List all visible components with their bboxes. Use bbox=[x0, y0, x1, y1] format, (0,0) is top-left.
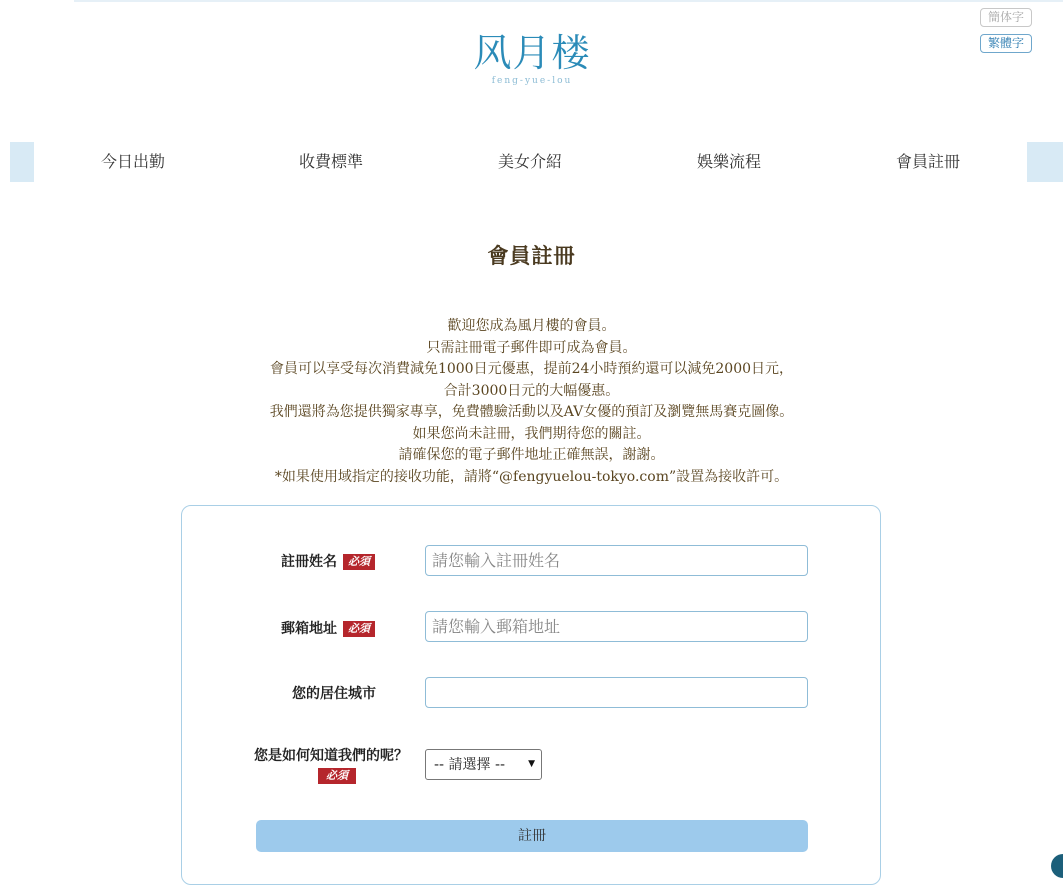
name-input[interactable] bbox=[425, 545, 808, 576]
email-input[interactable] bbox=[425, 611, 808, 642]
name-label bbox=[281, 551, 375, 571]
email-label-text: 郵箱地址 bbox=[281, 621, 337, 637]
main-nav bbox=[0, 142, 1063, 182]
page-title: 會員註冊 bbox=[487, 243, 576, 268]
nav-edge-left bbox=[0, 142, 34, 182]
caret-down-icon: ▼ bbox=[528, 759, 535, 769]
intro-line: 會員可以享受每次消費減免1000日元優惠，提前24小時預約還可以減免2000日元， bbox=[269, 361, 794, 377]
source-select[interactable] bbox=[425, 749, 542, 780]
city-input[interactable] bbox=[425, 677, 808, 708]
register-submit-button[interactable]: 註冊 bbox=[256, 820, 808, 852]
email-label bbox=[281, 618, 375, 638]
intro-line: 只需註冊電子郵件即可成為會員。 bbox=[426, 339, 637, 356]
required-badge: 必須 bbox=[318, 768, 356, 784]
nav-item-today-attendance[interactable]: 今日出勤 bbox=[100, 152, 165, 171]
required-badge: 必須 bbox=[343, 621, 375, 637]
nav-edge-right bbox=[1027, 142, 1063, 182]
intro-text bbox=[0, 316, 1063, 488]
city-label: 您的居住城市 bbox=[292, 686, 376, 702]
traditional-chinese-button[interactable]: 繁體字 bbox=[980, 34, 1032, 53]
name-label-text: 註冊姓名 bbox=[281, 554, 337, 570]
nav-item-girls[interactable]: 美女介紹 bbox=[497, 152, 562, 171]
intro-line: 如果您尚未註冊，我們期待您的關註。 bbox=[412, 425, 651, 442]
logo-text: 风月楼 bbox=[473, 31, 591, 75]
intro-line: 歡迎您成為風月樓的會員。 bbox=[447, 318, 616, 334]
nav-item-pricing[interactable]: 收費標準 bbox=[298, 152, 363, 171]
logo-subtext: feng-yue-lou bbox=[491, 76, 573, 86]
site-logo[interactable] bbox=[470, 30, 594, 86]
nav-item-register[interactable]: 會員註冊 bbox=[895, 152, 960, 171]
intro-line: 合計3000日元的大幅優惠。 bbox=[443, 382, 620, 399]
source-label: 您是如何知道我們的呢？ bbox=[254, 748, 408, 764]
nav-item-flow[interactable]: 娛樂流程 bbox=[696, 152, 761, 171]
chat-widget-icon[interactable] bbox=[1051, 854, 1063, 878]
required-badge: 必須 bbox=[343, 554, 375, 570]
intro-line: 我們還將為您提供獨家專享，免費體驗活動以及AV女優的預訂及瀏覽無馬賽克圖像。 bbox=[269, 404, 794, 420]
simplified-chinese-button[interactable]: 簡体字 bbox=[980, 8, 1032, 27]
header-top-line bbox=[74, 0, 1063, 2]
source-select-value: -- 請選擇 -- bbox=[434, 757, 506, 773]
intro-line: *如果使用域指定的接收功能，請將“@fengyuelou-tokyo.com”設置為接收許可。 bbox=[274, 468, 789, 485]
intro-line: 請確保您的電子郵件地址正確無誤，謝謝。 bbox=[398, 447, 665, 463]
